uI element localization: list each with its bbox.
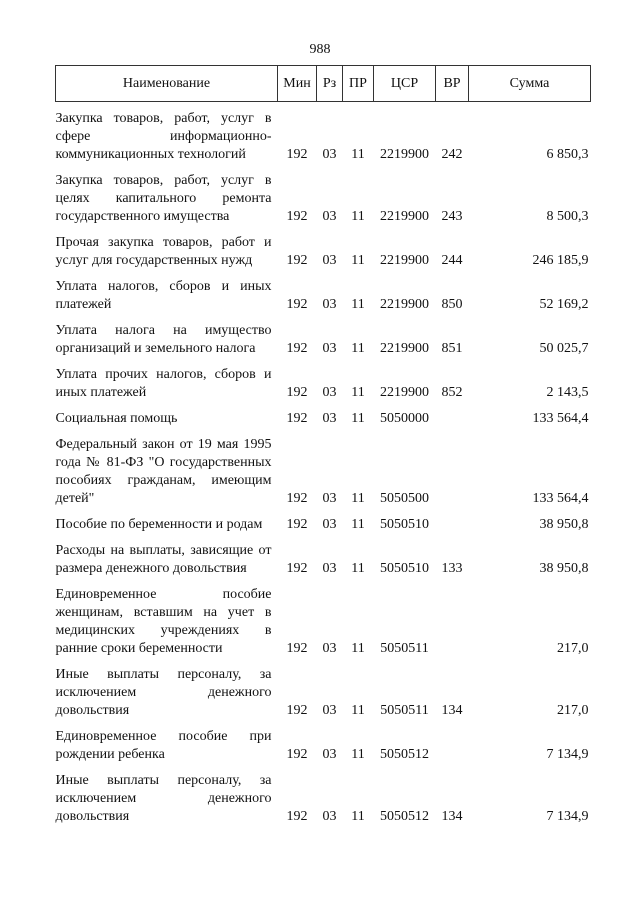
cell-csr: 2219900: [380, 253, 429, 268]
cell-rz: 03: [322, 341, 337, 356]
cell-csr: 5050511: [380, 703, 429, 718]
table-row: [56, 402, 591, 428]
cell-rz: 03: [322, 703, 337, 718]
cell-csr: 5050000: [380, 411, 429, 426]
cell-vr: [436, 578, 469, 658]
cell-sum: 52 169,2: [539, 297, 589, 312]
cell-min: 192: [286, 747, 308, 762]
cell-min: 192: [286, 703, 308, 718]
table-row: [56, 270, 591, 314]
cell-sum: 8 500,3: [546, 209, 589, 224]
cell-sum: 217,0: [557, 641, 589, 656]
cell-sum: 133 564,4: [532, 491, 589, 506]
cell-rz: 03: [322, 561, 337, 576]
cell-csr: 5050510: [380, 517, 429, 532]
cell-name: Расходы на выплаты, зависящие от размера денежного довольствия: [55, 543, 272, 576]
cell-sum: 7 134,9: [546, 747, 589, 762]
table-row: [56, 534, 591, 578]
cell-name: Иные выплаты персоналу, за исключением денежного довольствия: [55, 667, 272, 718]
cell-min: 192: [286, 411, 308, 426]
table-row: [56, 358, 591, 402]
cell-pr: 11: [351, 209, 365, 224]
cell-min: 192: [286, 491, 308, 506]
cell-name: Иные выплаты персоналу, за исключением денежного довольствия: [55, 773, 272, 824]
cell-rz: 03: [322, 411, 337, 426]
cell-rz: 03: [322, 491, 337, 506]
cell-name: Уплата налога на имущество организаций и земельного налога: [55, 323, 272, 356]
cell-vr: [436, 720, 469, 764]
cell-vr: 134: [441, 703, 463, 718]
cell-min: 192: [286, 209, 308, 224]
table-row: [56, 764, 591, 826]
cell-csr: 2219900: [380, 147, 429, 162]
cell-vr: 242: [441, 147, 463, 162]
cell-rz: 03: [322, 809, 337, 824]
cell-sum: 7 134,9: [546, 809, 589, 824]
cell-name: Уплата налогов, сборов и иных платежей: [55, 279, 272, 312]
cell-csr: 5050512: [380, 747, 429, 762]
cell-csr: 5050511: [380, 641, 429, 656]
cell-sum: 6 850,3: [546, 147, 589, 162]
cell-csr: 2219900: [380, 385, 429, 400]
header-vr: ВР: [436, 66, 469, 102]
cell-sum: 38 950,8: [539, 517, 589, 532]
header-name: Наименование: [56, 66, 278, 102]
cell-sum: 133 564,4: [532, 411, 589, 426]
cell-name: Единовременное пособие при рождении ребенка: [55, 729, 272, 762]
cell-vr: 852: [441, 385, 463, 400]
cell-csr: 5050512: [380, 809, 429, 824]
cell-pr: 11: [351, 809, 365, 824]
cell-name: Уплата прочих налогов, сборов и иных платежей: [55, 367, 272, 400]
table-row: [56, 578, 591, 658]
cell-rz: 03: [322, 517, 337, 532]
cell-sum: 38 950,8: [539, 561, 589, 576]
cell-rz: 03: [322, 385, 337, 400]
cell-min: 192: [286, 517, 308, 532]
cell-min: 192: [286, 297, 308, 312]
cell-sum: 50 025,7: [539, 341, 589, 356]
cell-csr: 2219900: [380, 209, 429, 224]
header-csr: ЦСР: [374, 66, 436, 102]
header-row: [56, 66, 591, 102]
budget-table: [55, 65, 591, 826]
cell-vr: 133: [441, 561, 463, 576]
cell-vr: 243: [441, 209, 463, 224]
table-row: [56, 226, 591, 270]
header-pr: ПР: [343, 66, 374, 102]
table-row: [56, 314, 591, 358]
cell-pr: 11: [351, 253, 365, 268]
cell-csr: 2219900: [380, 297, 429, 312]
cell-min: 192: [286, 147, 308, 162]
cell-sum: 217,0: [557, 703, 589, 718]
cell-pr: 11: [351, 411, 365, 426]
cell-rz: 03: [322, 297, 337, 312]
cell-min: 192: [286, 341, 308, 356]
header-min: Мин: [278, 66, 317, 102]
cell-vr: [436, 402, 469, 428]
cell-csr: 2219900: [380, 341, 429, 356]
cell-vr: [436, 508, 469, 534]
cell-vr: 851: [441, 341, 463, 356]
cell-name: Закупка товаров, работ, услуг в целях капитального ремонта государственного имущества: [55, 173, 272, 224]
cell-rz: 03: [322, 747, 337, 762]
cell-min: 192: [286, 385, 308, 400]
cell-sum: 2 143,5: [546, 385, 589, 400]
cell-vr: 134: [441, 809, 463, 824]
cell-name: Социальная помощь: [55, 411, 178, 426]
table-row: [56, 428, 591, 508]
cell-min: 192: [286, 809, 308, 824]
table-row: [56, 508, 591, 534]
table-row: [56, 658, 591, 720]
header-rz: Рз: [317, 66, 343, 102]
cell-pr: 11: [351, 703, 365, 718]
cell-pr: 11: [351, 385, 365, 400]
cell-name: Единовременное пособие женщинам, вставшим на учет в медицинских учреждениях в ранние сроки беременности: [55, 587, 272, 656]
cell-pr: 11: [351, 491, 365, 506]
cell-pr: 11: [351, 341, 365, 356]
cell-csr: 5050510: [380, 561, 429, 576]
header-sum: Сумма: [469, 66, 591, 102]
cell-vr: [436, 428, 469, 508]
cell-csr: 5050500: [380, 491, 429, 506]
cell-pr: 11: [351, 147, 365, 162]
cell-name: Прочая закупка товаров, работ и услуг для государственных нужд: [55, 235, 272, 268]
table-row: [56, 102, 591, 165]
table-row: [56, 164, 591, 226]
cell-rz: 03: [322, 253, 337, 268]
cell-pr: 11: [351, 747, 365, 762]
cell-rz: 03: [322, 209, 337, 224]
cell-pr: 11: [351, 297, 365, 312]
cell-min: 192: [286, 253, 308, 268]
cell-vr: 244: [441, 253, 463, 268]
table-body: [56, 102, 591, 827]
cell-min: 192: [286, 561, 308, 576]
cell-rz: 03: [322, 147, 337, 162]
cell-name: Закупка товаров, работ, услуг в сфере информационно-коммуникационных технологий: [55, 111, 272, 162]
cell-rz: 03: [322, 641, 337, 656]
page-number: 988: [309, 42, 331, 57]
cell-sum: 246 185,9: [532, 253, 589, 268]
cell-pr: 11: [351, 517, 365, 532]
cell-pr: 11: [351, 561, 365, 576]
cell-pr: 11: [351, 641, 365, 656]
cell-min: 192: [286, 641, 308, 656]
table-row: [56, 720, 591, 764]
cell-name: Федеральный закон от 19 мая 1995 года № 81-ФЗ "О государственных пособиях гражданам, имеющим детей": [55, 437, 272, 506]
cell-name: Пособие по беременности и родам: [55, 517, 263, 532]
cell-vr: 850: [441, 297, 463, 312]
